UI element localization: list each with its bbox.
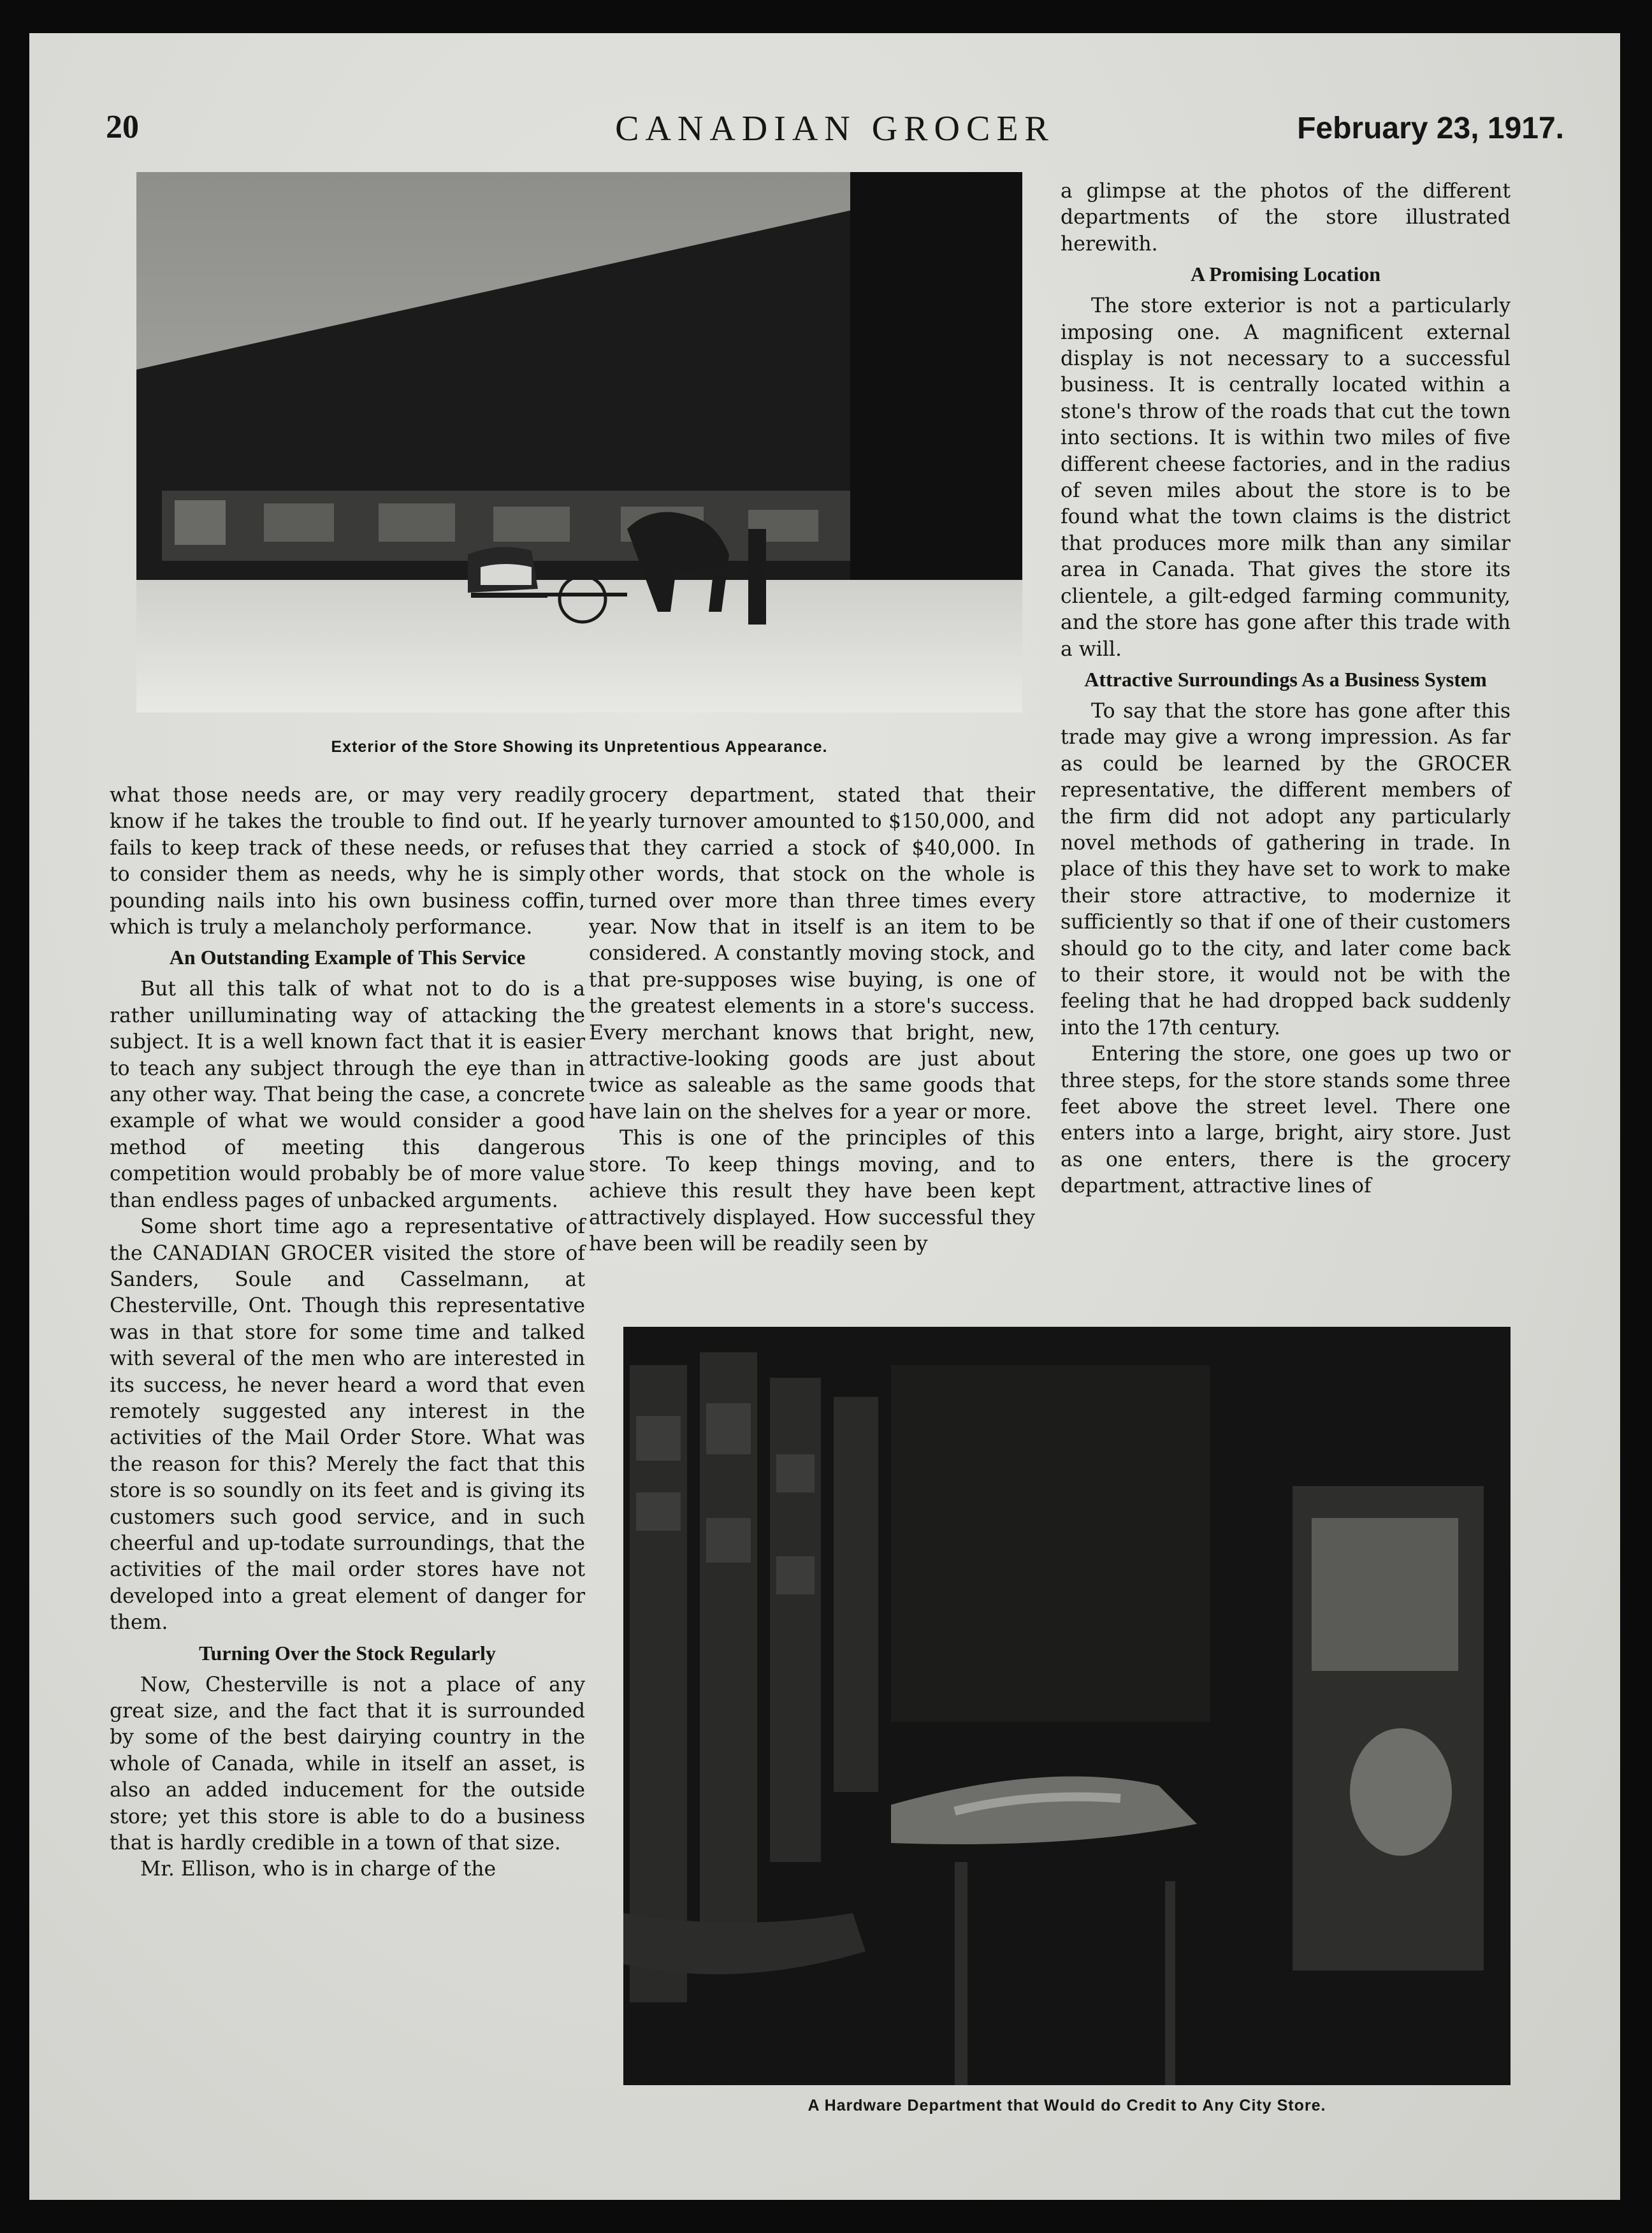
article-column-right — [1061, 178, 1511, 1200]
paragraph: The store exterior is not a particularly imposing one. A magnificent external display is not necessary to a successful business. It is centrally located within a stone's throw of the roads that cut the town into sections. It is within two miles of five different cheese factories, and in the radius of seven miles about the store is to be found what the town claims is the district that produces more milk than any similar area in Canada. That gives the store its clientele, a gilt-edged farming community, and the store has gone after this trade with a will. — [1061, 294, 1511, 661]
section-heading: An Outstanding Example of This Service — [169, 946, 526, 969]
section-heading: Turning Over the Stock Regularly — [199, 1641, 496, 1665]
paragraph: Now, Chesterville is not a place of any great size, and the fact that it is surrounded by some of the best dairying country in the whole of Canada, while in itself an asset, is also an added inducement for the outside store; yet this store is able to do a business that is hardly credible in a town of that size. — [110, 1673, 585, 1855]
section-heading: Attractive Surroundings As a Business System — [1084, 667, 1487, 691]
paragraph: To say that the store has gone after this trade may give a wrong impression. As far as could be learned by the GROCER representative, the different members of the firm did not adopt any particularly novel methods of gathering in trade. In place of this they have set to work to make their store attractive, to modernize it sufficiently so that if one of their customers should go to the city, and later come back to their store, it would not be with the feeling that he had dropped back suddenly into the 17th century. — [1061, 699, 1511, 1039]
hardware-photo-caption: A Hardware Department that Would do Credit to Any City Store. — [808, 2097, 1326, 2114]
store-exterior-photo — [136, 172, 1022, 712]
article-column-left — [110, 783, 585, 1883]
issue-date: February 23, 1917. — [1297, 112, 1564, 145]
page-number: 20 — [106, 109, 139, 145]
exterior-photo-caption: Exterior of the Store Showing its Unpretentious Appearance. — [331, 738, 828, 756]
paragraph: Mr. Ellison, who is in charge of the — [140, 1858, 496, 1881]
paragraph: But all this talk of what not to do is a rather unilluminating way of attacking the subject. It is a well known fact that it is easier to teach any subject through the eye than in any other way. That being the case, a concrete example of what we would consider a good method of meeting this dangerous competition would probably be of more value than endless pages of unbacked arguments. — [110, 978, 585, 1212]
publication-title: CANADIAN GROCER — [615, 109, 1055, 148]
page-header — [106, 108, 1564, 159]
paragraph: Entering the store, one goes up two or three steps, for the store stands some three feet above the street level. There one enters into a large, bright, airy store. Just as one enters, there is the grocery department, attractive lines of — [1061, 1043, 1511, 1198]
paragraph: Some short time ago a representative of the CANADIAN GROCER visited the store of Sanders, Soule and Casselmann, at Chesterville, Ont. Though this representative was in that store for some time and talked with several of the men who are interested in its success, he never heard a word that even remotely suggested any interest in the activities of the Mail Order Store. What was the reason for this? Merely the fact that this store is so soundly on its feet and is giving its customers such good service, and in such cheerful and up-todate surroundings, that the activities of the mail order stores have not developed into a great element of danger for them. — [110, 1215, 585, 1635]
paragraph: grocery department, stated that their yearly turnover amounted to $150,000, and that they carried a stock of $40,000. In other words, that stock on the whole is turned over more than three times every year. Now that in itself is an item to be considered. A constantly moving stock, and that pre-supposes wise buying, is one of the greatest elements in a store's success. Every merchant knows that bright, new, attractive-looking goods are just about twice as saleable as the same goods that have lain on the shelves for a year or more. — [589, 784, 1035, 1124]
paragraph: a glimpse at the photos of the different departments of the store illustrated herewith. — [1061, 180, 1511, 256]
newspaper-page — [29, 33, 1620, 2200]
paragraph: This is one of the principles of this store. To keep things moving, and to achieve this result they have been kept attractively displayed. How successful they have been will be readily seen by — [589, 1127, 1035, 1255]
article-column-middle — [589, 783, 1035, 1257]
hardware-department-photo — [623, 1327, 1511, 2085]
paragraph: what those needs are, or may very readily know if he takes the trouble to find out. If he fails to keep track of these needs, or refuses to consider them as needs, why he is simply pounding nails into his own business coffin, which is truly a melancholy performance. — [110, 784, 585, 939]
section-heading: A Promising Location — [1190, 263, 1381, 286]
